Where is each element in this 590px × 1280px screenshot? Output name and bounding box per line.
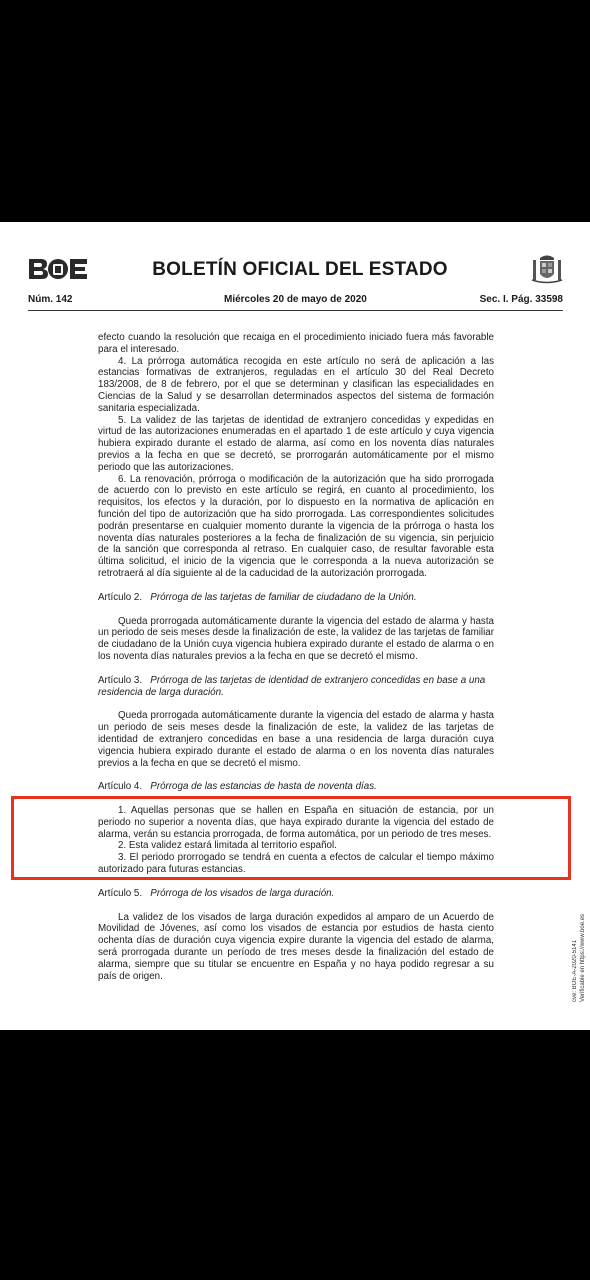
- paragraph: 5. La validez de las tarjetas de identidad de extranjero concedidas y expedidas en virtud de las autorizaciones enumeradas en el apartado 1 de este artículo y cuya vigencia hubiera expirado durante el estado de alarma, así como en los noventa días naturales previos a la fecha en que se decretó, se prorrogarán automáticamente por el mismo periodo que las autorizaciones.: [98, 414, 494, 473]
- article-title: Prórroga de las estancias de hasta de noventa días.: [150, 781, 377, 793]
- page-title: BOLETÍN OFICIAL DEL ESTADO: [152, 259, 448, 280]
- paragraph: 3. El periodo prorrogado se tendrá en cuenta a efectos de calcular el tiempo máximo autorizado para futuras estancias.: [98, 852, 494, 876]
- article-heading: [98, 592, 494, 604]
- article-number: Artículo 3.: [98, 674, 143, 686]
- document-body: [98, 332, 494, 982]
- article-number: Artículo 2.: [98, 591, 143, 603]
- verification-url: Verificable en https://www.boe.es: [580, 913, 586, 1002]
- paragraph: Queda prorrogada automáticamente durante la vigencia del estado de alarma y hasta un periodo de seis meses desde la finalización de este, la validez de las tarjetas de identidad de extranjero concedidas en base a una residencia de larga duración cuya vigencia hubiera expirado durante el estado de alarma o en los noventa días naturales previos a la fecha en que se decretó el mismo.: [98, 710, 494, 769]
- boe-page: [0, 222, 590, 1030]
- issue-meta-bar: [28, 294, 563, 308]
- article-title: Prórroga de las tarjetas de identidad de extranjero concedidas en base a una residencia de larga duración.: [98, 674, 486, 698]
- paragraph: 2. Esta validez estará limitada al territorio español.: [118, 840, 337, 852]
- paragraph: Queda prorrogada automáticamente durante la vigencia del estado de alarma y hasta un periodo de seis meses desde la finalización de este, la validez de las tarjetas de familiar de ciudadano de la Unión cuya vigencia hubiera expirado durante el estado de alarma o en los noventa días naturales previos a la fecha en que se decretó el mismo.: [98, 615, 494, 662]
- article-title: Prórroga de las tarjetas de familiar de ciudadano de la Unión.: [150, 591, 417, 603]
- paragraph: 4. La prórroga automática recogida en este artículo no será de aplicación a las estancias formativas de extranjeros, reguladas en el artículo 30 del Real Decreto 183/2008, de 8 de febrero, por el que se determinan y clasifican las especialidades en Ciencias de la Salud y se desarrollan determinados aspectos del sistema de formación sanitaria especializada.: [98, 355, 494, 414]
- article-4-highlight-box: [11, 796, 571, 880]
- article-heading: [98, 888, 494, 900]
- issue-number: Núm. 142: [28, 294, 73, 305]
- article-number: Artículo 5.: [98, 887, 143, 899]
- article-heading: [98, 781, 494, 793]
- coat-of-arms-icon: [530, 252, 564, 286]
- paragraph: efecto cuando la resolución que recaiga en el procedimiento iniciado fuera más favorable para el interesado.: [98, 332, 494, 355]
- section-page: Sec. I. Pág. 33598: [479, 294, 563, 305]
- verification-sidebar: [571, 884, 587, 1002]
- article-title: Prórroga de los visados de larga duración.: [150, 887, 335, 899]
- boe-logo: [28, 258, 88, 280]
- article-heading: [98, 675, 494, 699]
- article-number: Artículo 4.: [98, 781, 143, 793]
- paragraph: 1. Aquellas personas que se hallen en España en situación de estancia, por un periodo no superior a noventa días, que haya expirado durante la vigencia del estado de alarma, verán su estancia prorrogada, de forma automática, por un periodo de tres meses.: [98, 805, 494, 840]
- issue-date: Miércoles 20 de mayo de 2020: [224, 294, 367, 305]
- paragraph: La validez de los visados de larga duración expedidos al amparo de un Acuerdo de Movilidad de Jóvenes, así como los visados de estancia por estudios de hasta ciento ochenta días de duración cuya vigencia expire durante la vigencia del estado de alarma, será prorrogada durante un período de tres meses desde la finalización del estado de alarma, siempre que su titular se encuentre en España y no haya podido regresar a su país de origen.: [98, 911, 494, 982]
- paragraph: 6. La renovación, prórroga o modificación de la autorización que ha sido prorrogada de acuerdo con lo previsto en este artículo se regirá, en cuanto al procedimiento, los requisitos, los efectos y la duración, por lo dispuesto en la normativa de aplicación en función del tipo de autorización que ha sido prorrogada. Las correspondientes solicitudes podrán presentarse en cualquier momento durante la vigencia de la prórroga o hasta los noventa días naturales posteriores a la fecha de finalización de su vigencia, sin perjuicio de la sanción que corresponda al retraso. En cualquier caso, de resultar favorable esta última solicitud, el inicio de la vigencia que le corresponda a la nueva autorización se retrotraerá al día siguiente al de la caducidad de la autorización prorrogada.: [98, 473, 494, 579]
- cve-code: cve: BOE-A-2020-5141: [572, 939, 578, 1002]
- header-divider: [28, 310, 563, 311]
